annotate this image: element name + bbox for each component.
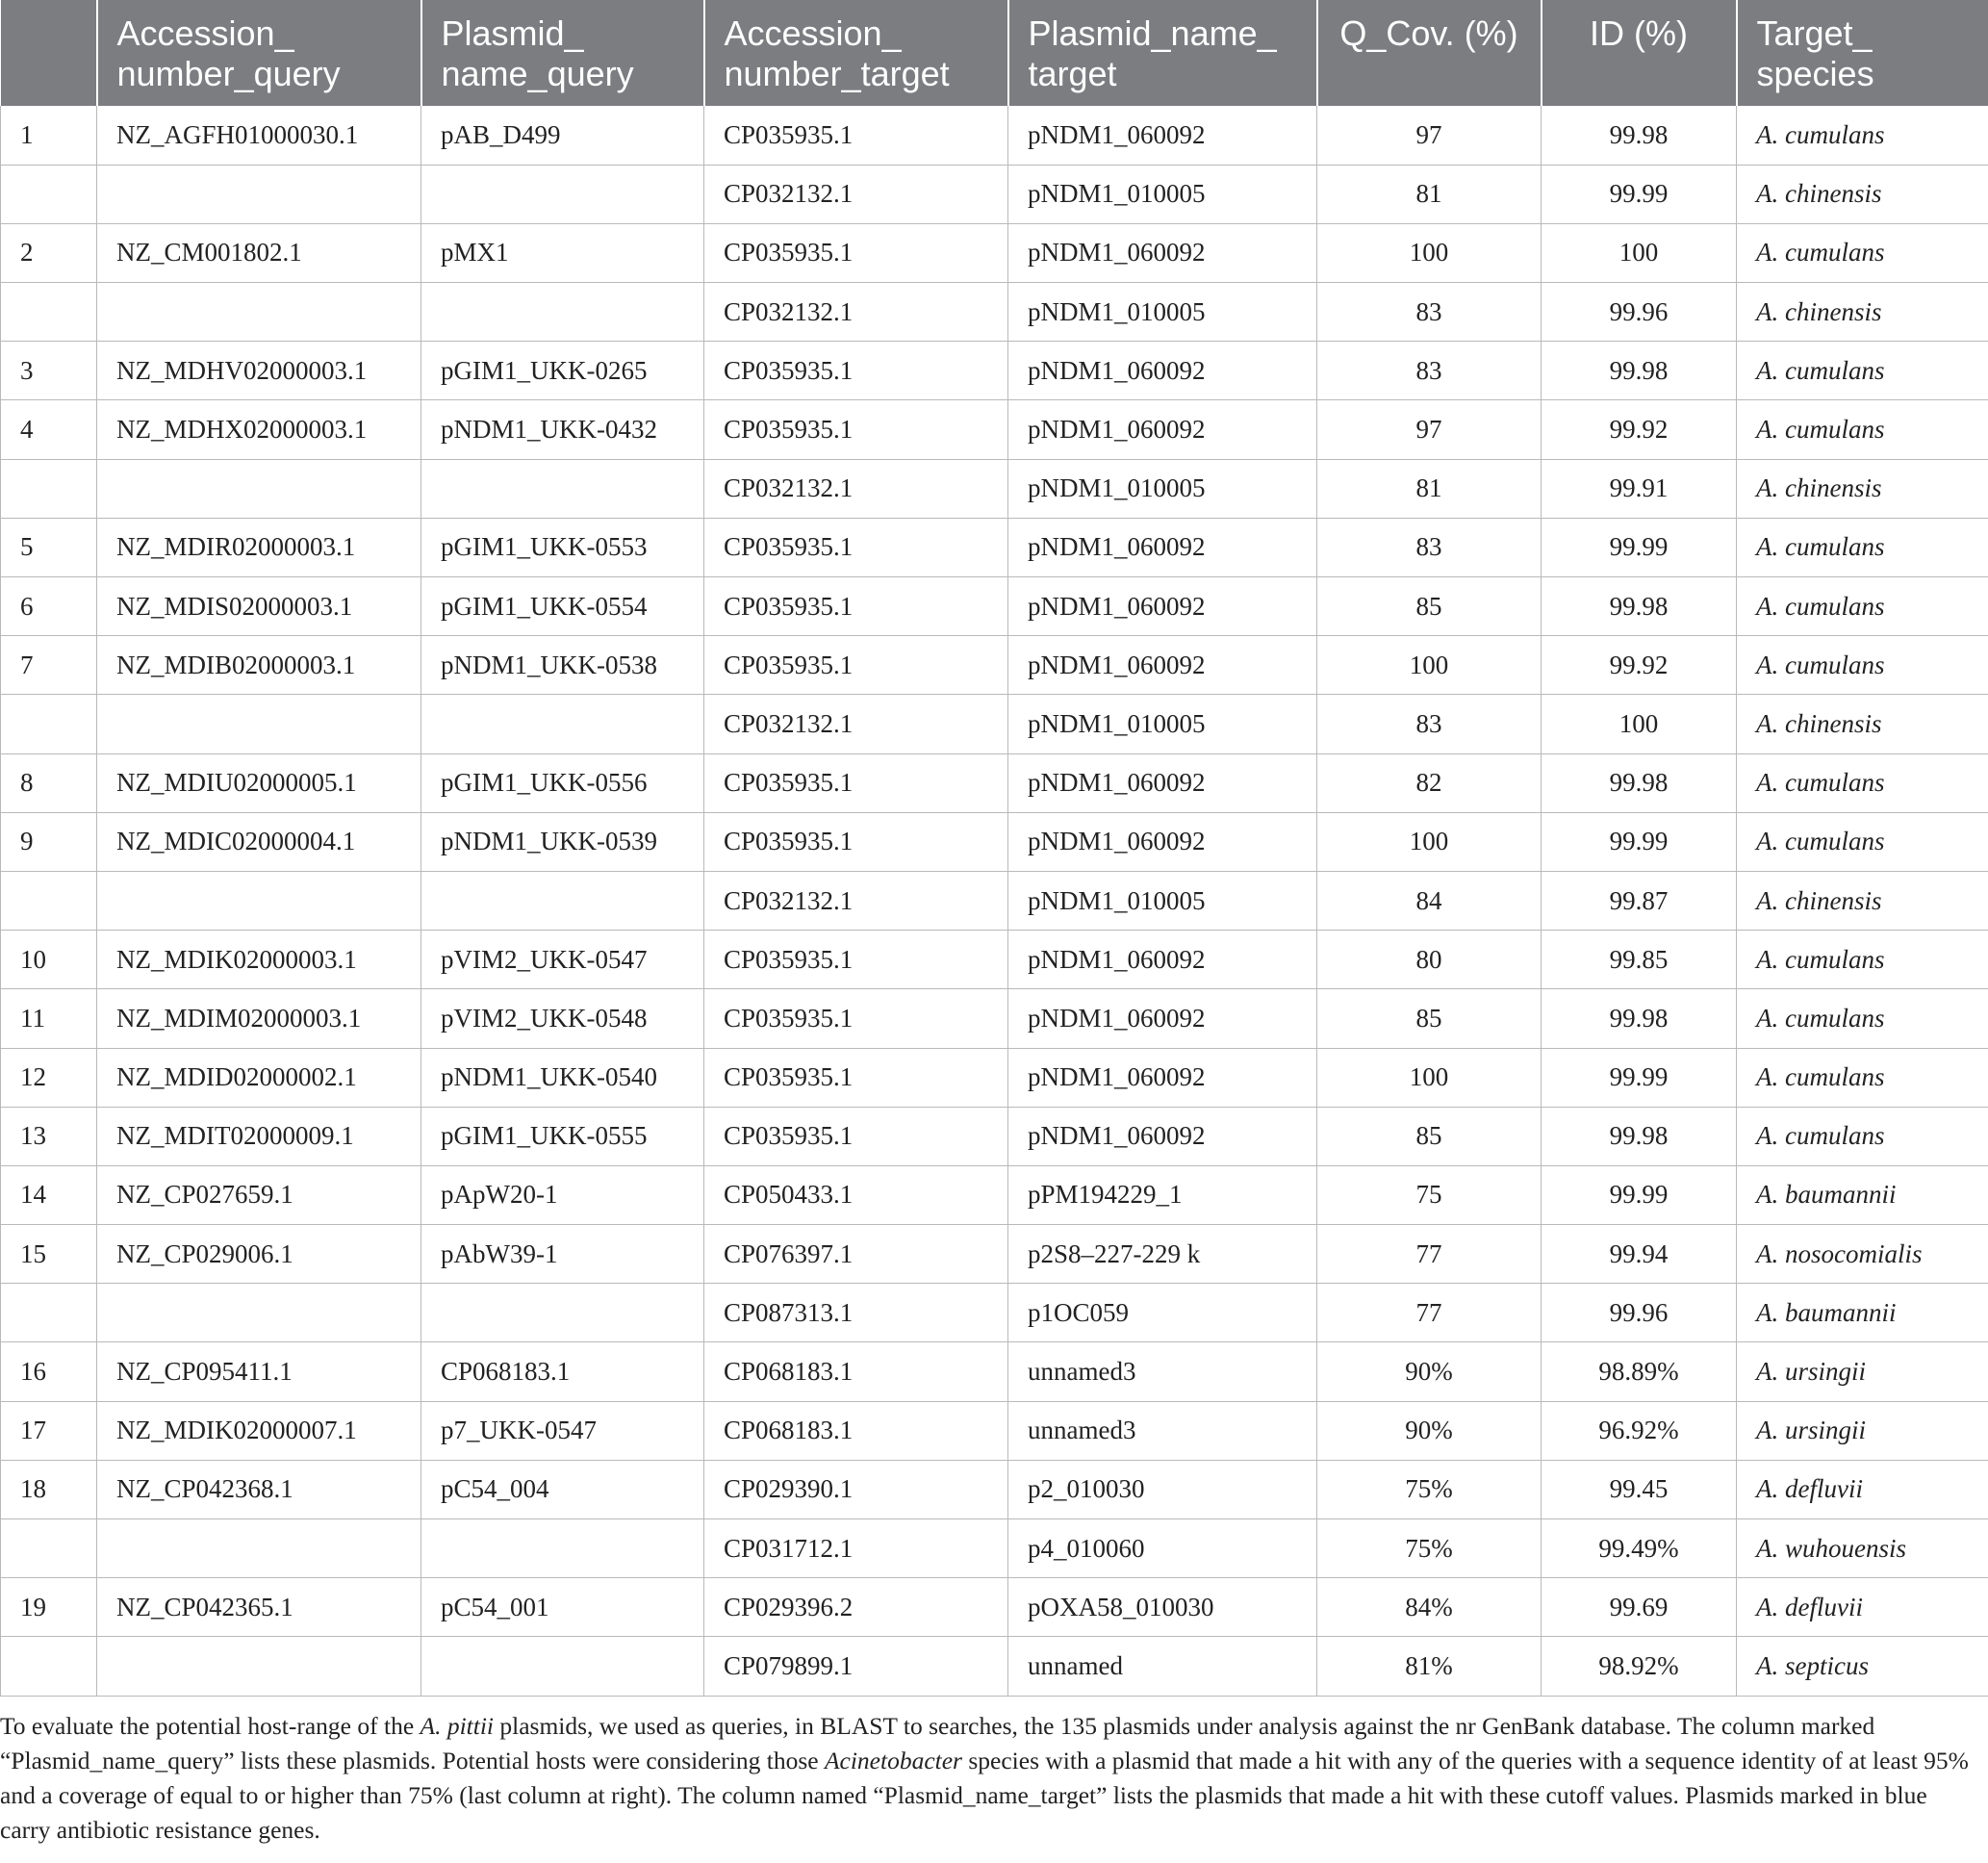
accession-number-target-cell: CP032132.1 [704, 283, 1008, 342]
row-number-cell: 1 [1, 106, 97, 165]
query-coverage-cell: 90% [1317, 1401, 1542, 1460]
plasmid-name-query-header: Plasmid_ name_query [421, 0, 704, 106]
plasmid-name-target-cell: pNDM1_010005 [1008, 459, 1317, 518]
table-row [1, 989, 1988, 1048]
target-species-cell: A. chinensis [1737, 459, 1988, 518]
accession-number-target-cell: CP035935.1 [704, 931, 1008, 989]
table-row [1, 577, 1988, 636]
query-coverage-cell: 84% [1317, 1578, 1542, 1637]
accession-number-query-cell: NZ_MDIM02000003.1 [97, 989, 421, 1048]
target-species-cell: A. cumulans [1737, 753, 1988, 812]
target-species-cell: A. cumulans [1737, 812, 1988, 871]
accession-number-target-cell: CP031712.1 [704, 1519, 1008, 1578]
query-coverage-cell: 77 [1317, 1225, 1542, 1284]
accession-number-target-cell: CP029396.2 [704, 1578, 1008, 1637]
plasmid-name-query-cell [421, 871, 704, 930]
footnote-italic-text: A. pittii [420, 1712, 495, 1740]
plasmid-name-target-cell: p4_010060 [1008, 1519, 1317, 1578]
table-row [1, 342, 1988, 400]
row-number-cell: 16 [1, 1342, 97, 1401]
plasmid-name-target-cell: p1OC059 [1008, 1284, 1317, 1342]
target-species-cell: A. cumulans [1737, 636, 1988, 695]
row-number-cell: 7 [1, 636, 97, 695]
row-number-cell: 13 [1, 1107, 97, 1165]
target-species-cell: A. ursingii [1737, 1342, 1988, 1401]
plasmid-name-target-cell: pNDM1_060092 [1008, 400, 1317, 459]
table-row [1, 1401, 1988, 1460]
target-species-cell: A. cumulans [1737, 577, 1988, 636]
accession-number-query-cell [97, 1519, 421, 1578]
identity-cell: 99.91 [1542, 459, 1737, 518]
accession-number-query-cell: NZ_CP042368.1 [97, 1460, 421, 1518]
table-row [1, 1342, 1988, 1401]
query-coverage-cell: 75 [1317, 1165, 1542, 1224]
plasmid-name-query-cell: pC54_004 [421, 1460, 704, 1518]
plasmid-name-query-cell: pNDM1_UKK-0538 [421, 636, 704, 695]
identity-cell: 99.98 [1542, 106, 1737, 165]
target-species-cell: A. cumulans [1737, 931, 1988, 989]
table-row [1, 812, 1988, 871]
plasmid-name-query-cell: pGIM1_UKK-0265 [421, 342, 704, 400]
row-number-cell: 19 [1, 1578, 97, 1637]
table-row [1, 871, 1988, 930]
plasmid-name-query-cell: pGIM1_UKK-0554 [421, 577, 704, 636]
row-index-header [1, 0, 97, 106]
target-species-cell: A. cumulans [1737, 223, 1988, 282]
row-number-cell: 10 [1, 931, 97, 989]
query-coverage-cell: 81 [1317, 459, 1542, 518]
query-coverage-cell: 77 [1317, 1284, 1542, 1342]
plasmid-name-target-cell: unnamed [1008, 1637, 1317, 1696]
target-species-cell: A. ursingii [1737, 1401, 1988, 1460]
table-row [1, 1637, 1988, 1696]
accession-number-target-cell: CP029390.1 [704, 1460, 1008, 1518]
plasmid-name-target-cell: pNDM1_060092 [1008, 518, 1317, 576]
target-species-cell: A. defluvii [1737, 1578, 1988, 1637]
plasmid-name-query-cell: pMX1 [421, 223, 704, 282]
row-number-cell: 15 [1, 1225, 97, 1284]
header-row [1, 0, 1988, 106]
accession-number-target-cell: CP076397.1 [704, 1225, 1008, 1284]
accession-number-target-cell: CP035935.1 [704, 1048, 1008, 1107]
accession-number-target-cell: CP068183.1 [704, 1401, 1008, 1460]
accession-number-query-cell: NZ_AGFH01000030.1 [97, 106, 421, 165]
plasmid-name-query-cell: pNDM1_UKK-0432 [421, 400, 704, 459]
identity-cell: 99.99 [1542, 1048, 1737, 1107]
identity-cell: 99.94 [1542, 1225, 1737, 1284]
accession-number-query-cell [97, 459, 421, 518]
query-coverage-cell: 81 [1317, 165, 1542, 223]
identity-cell: 99.45 [1542, 1460, 1737, 1518]
table-row [1, 518, 1988, 576]
plasmid-name-target-cell: pPM194229_1 [1008, 1165, 1317, 1224]
accession-number-target-cell: CP035935.1 [704, 636, 1008, 695]
plasmid-name-target-cell: pOXA58_010030 [1008, 1578, 1317, 1637]
row-number-cell: 8 [1, 753, 97, 812]
identity-cell: 99.49% [1542, 1519, 1737, 1578]
table-row [1, 636, 1988, 695]
plasmid-name-query-cell [421, 165, 704, 223]
row-number-cell: 18 [1, 1460, 97, 1518]
table-row [1, 459, 1988, 518]
accession-number-target-header: Accession_ number_target [704, 0, 1008, 106]
query-coverage-cell: 97 [1317, 106, 1542, 165]
identity-cell: 99.99 [1542, 165, 1737, 223]
plasmid-name-target-cell: pNDM1_060092 [1008, 931, 1317, 989]
query-coverage-cell: 83 [1317, 518, 1542, 576]
identity-cell: 99.96 [1542, 1284, 1737, 1342]
plasmid-name-target-cell: pNDM1_060092 [1008, 342, 1317, 400]
plasmid-name-target-cell: pNDM1_010005 [1008, 283, 1317, 342]
accession-number-target-cell: CP032132.1 [704, 695, 1008, 753]
table-row [1, 1048, 1988, 1107]
accession-number-target-cell: CP087313.1 [704, 1284, 1008, 1342]
table-row [1, 1107, 1988, 1165]
accession-number-query-header: Accession_ number_query [97, 0, 421, 106]
accession-number-query-cell [97, 871, 421, 930]
query-coverage-cell: 85 [1317, 989, 1542, 1048]
accession-number-target-cell: CP035935.1 [704, 223, 1008, 282]
accession-number-target-cell: CP035935.1 [704, 400, 1008, 459]
plasmid-name-query-cell [421, 1284, 704, 1342]
identity-cell: 99.99 [1542, 518, 1737, 576]
accession-number-target-cell: CP035935.1 [704, 989, 1008, 1048]
row-number-cell: 9 [1, 812, 97, 871]
accession-number-target-cell: CP035935.1 [704, 106, 1008, 165]
accession-number-query-cell [97, 1637, 421, 1696]
plasmid-name-query-cell: pApW20-1 [421, 1165, 704, 1224]
query-coverage-cell: 100 [1317, 1048, 1542, 1107]
target-species-cell: A. cumulans [1737, 106, 1988, 165]
table-row [1, 1519, 1988, 1578]
plasmid-name-target-cell: pNDM1_060092 [1008, 577, 1317, 636]
table-row [1, 223, 1988, 282]
row-number-cell: 2 [1, 223, 97, 282]
target-species-cell: A. wuhouensis [1737, 1519, 1988, 1578]
accession-number-query-cell [97, 1284, 421, 1342]
accession-number-target-cell: CP035935.1 [704, 753, 1008, 812]
target-species-cell: A. cumulans [1737, 342, 1988, 400]
target-species-cell: A. baumannii [1737, 1165, 1988, 1224]
plasmid-name-target-cell: pNDM1_060092 [1008, 106, 1317, 165]
accession-number-target-cell: CP035935.1 [704, 577, 1008, 636]
accession-number-target-cell: CP032132.1 [704, 871, 1008, 930]
table-row [1, 1284, 1988, 1342]
accession-number-query-cell: NZ_MDHV02000003.1 [97, 342, 421, 400]
plasmid-name-target-cell: pNDM1_060092 [1008, 1107, 1317, 1165]
plasmid-name-query-cell: pGIM1_UKK-0553 [421, 518, 704, 576]
query-coverage-cell: 100 [1317, 223, 1542, 282]
accession-number-target-cell: CP035935.1 [704, 1107, 1008, 1165]
plasmid-name-query-cell: pNDM1_UKK-0539 [421, 812, 704, 871]
row-number-cell: 6 [1, 577, 97, 636]
accession-number-query-cell: NZ_MDIR02000003.1 [97, 518, 421, 576]
accession-number-query-cell: NZ_MDIC02000004.1 [97, 812, 421, 871]
target-species-cell: A. cumulans [1737, 989, 1988, 1048]
plasmid-name-query-cell [421, 1519, 704, 1578]
table-row [1, 1165, 1988, 1224]
accession-number-query-cell: NZ_CP029006.1 [97, 1225, 421, 1284]
target-species-cell: A. nosocomialis [1737, 1225, 1988, 1284]
accession-number-query-cell: NZ_MDIS02000003.1 [97, 577, 421, 636]
row-number-cell: 11 [1, 989, 97, 1048]
accession-number-query-cell: NZ_MDID02000002.1 [97, 1048, 421, 1107]
plasmid-name-target-cell: p2S8–227-229 k [1008, 1225, 1317, 1284]
accession-number-query-cell: NZ_MDIT02000009.1 [97, 1107, 421, 1165]
target-species-cell: A. cumulans [1737, 1048, 1988, 1107]
row-number-cell: 12 [1, 1048, 97, 1107]
query-coverage-cell: 75% [1317, 1460, 1542, 1518]
plasmid-name-query-cell: pNDM1_UKK-0540 [421, 1048, 704, 1107]
table-row [1, 283, 1988, 342]
query-coverage-cell: 83 [1317, 342, 1542, 400]
row-number-cell [1, 283, 97, 342]
query-coverage-cell: 90% [1317, 1342, 1542, 1401]
row-number-cell [1, 165, 97, 223]
identity-cell: 99.92 [1542, 636, 1737, 695]
identity-cell: 99.98 [1542, 989, 1737, 1048]
footnote-text: species with a plasmid that made a hit with any of the queries with a sequence identity of at least 95% and a coverage of equal to or higher than 75% (last column at right). The column named “Plasmid_name_target” lists the plasmids that made a hit with these cutoff values. Plasmids marked in blue carry antibiotic resistance genes. [0, 1747, 1969, 1844]
target-species-cell: A. cumulans [1737, 518, 1988, 576]
row-number-cell: 17 [1, 1401, 97, 1460]
table-row [1, 695, 1988, 753]
row-number-cell: 3 [1, 342, 97, 400]
target-species-cell: A. chinensis [1737, 283, 1988, 342]
accession-number-query-cell: NZ_CP095411.1 [97, 1342, 421, 1401]
accession-number-target-cell: CP032132.1 [704, 165, 1008, 223]
row-number-cell [1, 459, 97, 518]
plasmid-name-query-cell: pGIM1_UKK-0555 [421, 1107, 704, 1165]
query-coverage-cell: 82 [1317, 753, 1542, 812]
query-coverage-cell: 97 [1317, 400, 1542, 459]
accession-number-query-cell: NZ_CP042365.1 [97, 1578, 421, 1637]
query-coverage-cell: 81% [1317, 1637, 1542, 1696]
accession-number-target-cell: CP032132.1 [704, 459, 1008, 518]
plasmid-name-target-cell: pNDM1_060092 [1008, 636, 1317, 695]
identity-cell: 99.99 [1542, 1165, 1737, 1224]
identity-cell: 96.92% [1542, 1401, 1737, 1460]
accession-number-target-cell: CP035935.1 [704, 342, 1008, 400]
identity-cell: 99.98 [1542, 753, 1737, 812]
table-row [1, 165, 1988, 223]
plasmid-name-target-cell: pNDM1_010005 [1008, 871, 1317, 930]
table-row [1, 1225, 1988, 1284]
footnote-text: To evaluate the potential host-range of the [0, 1712, 421, 1740]
plasmid-name-target-cell: pNDM1_010005 [1008, 165, 1317, 223]
identity-cell: 100 [1542, 695, 1737, 753]
plasmid-name-target-cell: pNDM1_060092 [1008, 812, 1317, 871]
identity-cell: 99.69 [1542, 1578, 1737, 1637]
plasmid-name-query-cell: pAB_D499 [421, 106, 704, 165]
row-number-cell [1, 1284, 97, 1342]
plasmid-name-target-cell: pNDM1_010005 [1008, 695, 1317, 753]
accession-number-query-cell: NZ_MDHX02000003.1 [97, 400, 421, 459]
accession-number-query-cell [97, 283, 421, 342]
plasmid-name-query-cell: p7_UKK-0547 [421, 1401, 704, 1460]
identity-cell: 99.85 [1542, 931, 1737, 989]
plasmid-name-target-cell: p2_010030 [1008, 1460, 1317, 1518]
row-number-cell [1, 871, 97, 930]
identity-cell: 99.87 [1542, 871, 1737, 930]
plasmid-name-query-cell: CP068183.1 [421, 1342, 704, 1401]
accession-number-target-cell: CP050433.1 [704, 1165, 1008, 1224]
row-number-cell: 14 [1, 1165, 97, 1224]
target-species-cell: A. chinensis [1737, 165, 1988, 223]
plasmid-name-query-cell [421, 459, 704, 518]
footnote-text: plasmids, we used as queries, in BLAST to searches, the 135 plasmids under analysis against the nr GenBank database. The column marked “Plasmid_name_query” lists these plasmids. Potential hosts were considering those [0, 1712, 1875, 1774]
table-body [1, 106, 1988, 1696]
plasmid-name-query-cell [421, 1637, 704, 1696]
row-number-cell: 5 [1, 518, 97, 576]
table-row [1, 1460, 1988, 1518]
accession-number-query-cell [97, 695, 421, 753]
accession-number-target-cell: CP035935.1 [704, 812, 1008, 871]
footnote-italic-text: Acinetobacter [824, 1747, 962, 1774]
target-species-cell: A. chinensis [1737, 871, 1988, 930]
plasmid-name-query-cell: pC54_001 [421, 1578, 704, 1637]
identity-cell: 99.98 [1542, 342, 1737, 400]
plasmid-name-target-header: Plasmid_name_ target [1008, 0, 1317, 106]
accession-number-query-cell [97, 165, 421, 223]
query-coverage-cell: 100 [1317, 636, 1542, 695]
identity-cell: 98.92% [1542, 1637, 1737, 1696]
plasmid-name-target-cell: pNDM1_060092 [1008, 989, 1317, 1048]
identity-cell: 99.99 [1542, 812, 1737, 871]
table-header [1, 0, 1988, 106]
query-coverage-cell: 85 [1317, 577, 1542, 636]
row-number-cell [1, 1637, 97, 1696]
target-species-cell: A. cumulans [1737, 1107, 1988, 1165]
accession-number-query-cell: NZ_MDIU02000005.1 [97, 753, 421, 812]
query-coverage-header: Q_Cov. (%) [1317, 0, 1542, 106]
plasmid-name-query-cell: pVIM2_UKK-0548 [421, 989, 704, 1048]
accession-number-target-cell: CP068183.1 [704, 1342, 1008, 1401]
plasmid-name-target-cell: unnamed3 [1008, 1401, 1317, 1460]
identity-cell: 100 [1542, 223, 1737, 282]
accession-number-query-cell: NZ_CP027659.1 [97, 1165, 421, 1224]
plasmid-name-target-cell: pNDM1_060092 [1008, 1048, 1317, 1107]
accession-number-query-cell: NZ_CM001802.1 [97, 223, 421, 282]
query-coverage-cell: 83 [1317, 283, 1542, 342]
plasmid-name-target-cell: unnamed3 [1008, 1342, 1317, 1401]
row-number-cell: 4 [1, 400, 97, 459]
target-species-cell: A. chinensis [1737, 695, 1988, 753]
query-coverage-cell: 80 [1317, 931, 1542, 989]
identity-header: ID (%) [1542, 0, 1737, 106]
accession-number-query-cell: NZ_MDIB02000003.1 [97, 636, 421, 695]
target-species-cell: A. cumulans [1737, 400, 1988, 459]
identity-cell: 99.98 [1542, 577, 1737, 636]
identity-cell: 98.89% [1542, 1342, 1737, 1401]
target-species-cell: A. septicus [1737, 1637, 1988, 1696]
plasmid-name-target-cell: pNDM1_060092 [1008, 223, 1317, 282]
table-row [1, 400, 1988, 459]
row-number-cell [1, 1519, 97, 1578]
target-species-cell: A. baumannii [1737, 1284, 1988, 1342]
target-species-cell: A. defluvii [1737, 1460, 1988, 1518]
accession-number-query-cell: NZ_MDIK02000007.1 [97, 1401, 421, 1460]
query-coverage-cell: 84 [1317, 871, 1542, 930]
table-row [1, 753, 1988, 812]
accession-number-query-cell: NZ_MDIK02000003.1 [97, 931, 421, 989]
table-row [1, 931, 1988, 989]
identity-cell: 99.96 [1542, 283, 1737, 342]
plasmid-name-query-cell: pGIM1_UKK-0556 [421, 753, 704, 812]
plasmid-name-query-cell [421, 695, 704, 753]
identity-cell: 99.98 [1542, 1107, 1737, 1165]
plasmid-name-query-cell [421, 283, 704, 342]
table-row [1, 1578, 1988, 1637]
query-coverage-cell: 75% [1317, 1519, 1542, 1578]
target-species-header: Target_ species [1737, 0, 1988, 106]
plasmid-name-query-cell: pAbW39-1 [421, 1225, 704, 1284]
plasmid-name-query-cell: pVIM2_UKK-0547 [421, 931, 704, 989]
table-row [1, 106, 1988, 165]
query-coverage-cell: 85 [1317, 1107, 1542, 1165]
accession-number-target-cell: CP079899.1 [704, 1637, 1008, 1696]
identity-cell: 99.92 [1542, 400, 1737, 459]
accession-number-target-cell: CP035935.1 [704, 518, 1008, 576]
plasmid-name-target-cell: pNDM1_060092 [1008, 753, 1317, 812]
query-coverage-cell: 83 [1317, 695, 1542, 753]
row-number-cell [1, 695, 97, 753]
table-footnote [0, 1709, 1982, 1848]
query-coverage-cell: 100 [1317, 812, 1542, 871]
